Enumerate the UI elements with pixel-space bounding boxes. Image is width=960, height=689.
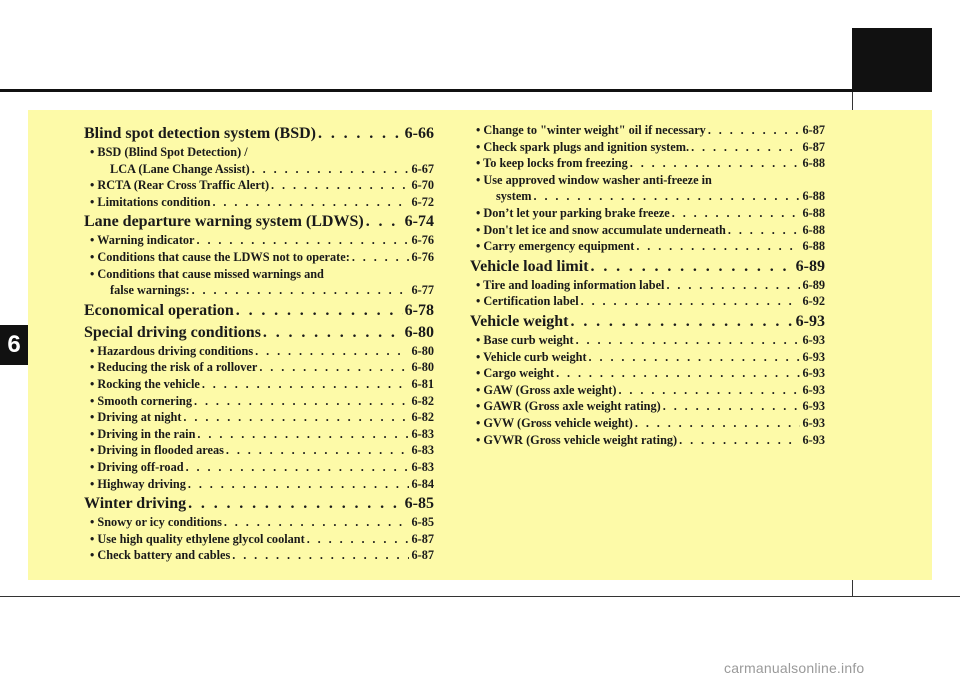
toc-entry-label: • Vehicle curb weight — [476, 349, 587, 364]
toc-page-number: 6-84 — [411, 476, 434, 491]
toc-item[interactable] — [84, 531, 434, 548]
toc-entry-label: • Driving off-road — [90, 459, 184, 474]
toc-left-column — [84, 122, 434, 564]
dot-leader — [263, 322, 403, 343]
toc-entry-label: • Carry emergency equipment — [476, 239, 635, 254]
dot-leader — [226, 442, 410, 459]
toc-page-number: 6-93 — [802, 415, 825, 430]
toc-page-number: 6-70 — [411, 178, 434, 193]
dot-leader — [197, 426, 409, 443]
toc-page-number: 6-76 — [411, 249, 434, 264]
toc-entry-label: • Cargo weight — [476, 366, 555, 381]
dot-leader — [307, 531, 410, 548]
dot-leader — [212, 194, 409, 211]
toc-item[interactable] — [470, 122, 825, 139]
dot-leader — [366, 211, 403, 232]
toc-item-line1: • Use approved window washer anti-freeze in — [476, 172, 712, 187]
toc-item[interactable] — [470, 415, 825, 432]
dot-leader — [635, 415, 801, 432]
toc-entry-label: • Check spark plugs and ignition system. — [476, 139, 690, 154]
toc-item[interactable] — [84, 476, 434, 493]
toc-entry-label: • Rocking the vehicle — [90, 376, 200, 391]
toc-item[interactable] — [84, 393, 434, 410]
toc-item[interactable] — [470, 293, 825, 310]
toc-page-number: 6-88 — [802, 239, 825, 254]
toc-entry-label: • Snowy or icy conditions — [90, 515, 222, 530]
toc-entry-label: • Reducing the risk of a rollover — [90, 360, 258, 375]
toc-entry-label: • To keep locks from freezing — [476, 156, 628, 171]
toc-page-number: 6-72 — [411, 194, 434, 209]
dot-leader — [636, 238, 800, 255]
toc-page-number: 6-93 — [795, 312, 825, 330]
toc-entry-label: Economical operation — [84, 301, 234, 319]
toc-page-number: 6-83 — [411, 426, 434, 441]
dot-leader — [630, 155, 801, 172]
dot-leader — [589, 349, 801, 366]
toc-entry-label: • Highway driving — [90, 476, 186, 491]
toc-page-number: 6-66 — [404, 125, 434, 142]
toc-heading[interactable] — [470, 311, 825, 332]
dot-leader — [194, 393, 409, 410]
toc-entry-label: • Driving at night — [90, 410, 182, 425]
toc-entry-label: • Certification label — [476, 294, 579, 309]
toc-entry-label: system — [496, 189, 532, 204]
chapter-number-badge: 6 — [0, 325, 28, 365]
toc-entry-label: • GAWR (Gross axle weight rating) — [476, 399, 661, 414]
dot-leader — [352, 249, 410, 266]
toc-heading[interactable] — [84, 300, 434, 321]
dot-leader — [188, 493, 403, 514]
watermark: carmanualsonline.info — [724, 660, 865, 676]
toc-heading[interactable] — [84, 211, 434, 232]
toc-heading[interactable] — [84, 322, 434, 343]
dot-leader — [571, 311, 794, 332]
toc-page-number: 6-88 — [802, 222, 825, 237]
toc-page-number: 6-87 — [802, 123, 825, 137]
toc-item[interactable] — [470, 398, 825, 415]
toc-page-number: 6-93 — [802, 399, 825, 414]
toc-entry-label: • Base curb weight — [476, 332, 574, 347]
toc-page-number: 6-93 — [802, 432, 825, 447]
toc-entry-label: Winter driving — [84, 495, 187, 513]
toc-item[interactable] — [84, 359, 434, 376]
toc-page-number: 6-85 — [404, 495, 434, 513]
dot-leader — [236, 300, 403, 321]
toc-page-number: 6-80 — [404, 323, 434, 341]
toc-entry-label: • Don’t let your parking brake freeze — [476, 205, 670, 220]
dot-leader — [581, 293, 801, 310]
dot-leader — [188, 476, 410, 493]
toc-item[interactable] — [84, 249, 434, 266]
toc-entry-label: Vehicle load limit — [470, 257, 589, 275]
toc-page-number: 6-77 — [411, 283, 434, 298]
toc-page-number: 6-93 — [802, 366, 825, 381]
toc-page-number: 6-78 — [404, 301, 434, 319]
toc-entry-label: • GVWR (Gross vehicle weight rating) — [476, 432, 678, 447]
toc-item[interactable] — [470, 382, 825, 399]
toc-item[interactable] — [84, 266, 434, 299]
toc-page-number: 6-82 — [411, 410, 434, 425]
toc-page-number: 6-93 — [802, 332, 825, 347]
toc-heading[interactable] — [84, 493, 434, 514]
toc-item[interactable] — [470, 332, 825, 349]
toc-entry-label: • Driving in flooded areas — [90, 443, 224, 458]
toc-page-number: 6-83 — [411, 459, 434, 474]
toc-entry-label: • RCTA (Rear Cross Traffic Alert) — [90, 178, 270, 193]
dot-leader — [556, 365, 800, 382]
toc-page-number: 6-83 — [411, 443, 434, 458]
toc-entry-label: • Hazardous driving conditions — [90, 343, 254, 358]
toc-entry-label: • Smooth cornering — [90, 393, 192, 408]
toc-item-line1: • BSD (Blind Spot Detection) / — [90, 145, 248, 159]
toc-page-number: 6-82 — [411, 393, 434, 408]
toc-page-number: 6-88 — [802, 205, 825, 220]
toc-entry-label: Blind spot detection system (BSD) — [84, 125, 317, 142]
toc-item[interactable] — [470, 205, 825, 222]
toc-right-column — [470, 122, 825, 448]
toc-item[interactable] — [84, 232, 434, 249]
toc-page-number: 6-87 — [411, 548, 434, 563]
dot-leader — [679, 432, 800, 449]
toc-item[interactable] — [84, 514, 434, 531]
toc-page-number: 6-67 — [411, 161, 434, 176]
toc-entry-label: • Driving in the rain — [90, 426, 196, 441]
toc-page-number: 6-93 — [802, 382, 825, 397]
toc-entry-label: LCA (Lane Change Assist) — [110, 161, 250, 176]
toc-item-line1: • Conditions that cause missed warnings and — [90, 266, 324, 281]
dot-leader — [663, 398, 801, 415]
dot-leader — [224, 514, 410, 531]
toc-entry-label: • Check battery and cables — [90, 548, 231, 563]
toc-page-number: 6-74 — [404, 213, 434, 231]
toc-entry-label: • GVW (Gross vehicle weight) — [476, 415, 633, 430]
toc-entry-label: Vehicle weight — [470, 312, 569, 330]
toc-item[interactable] — [470, 155, 825, 172]
toc-page-number: 6-89 — [795, 257, 825, 275]
toc-item[interactable] — [84, 343, 434, 360]
dot-leader — [192, 282, 410, 299]
toc-page-number: 6-85 — [411, 515, 434, 530]
dot-leader — [691, 139, 800, 156]
dot-leader — [591, 256, 794, 277]
top-rule — [0, 89, 852, 92]
toc-page-number: 6-87 — [802, 139, 825, 154]
toc-page-number: 6-80 — [411, 343, 434, 358]
toc-entry-label: • Conditions that cause the LDWS not to operate: — [90, 249, 350, 264]
dot-leader — [197, 232, 410, 249]
toc-page-number: 6-89 — [802, 277, 825, 292]
dot-leader — [271, 177, 409, 194]
toc-page-number: 6-88 — [802, 156, 825, 171]
toc-item[interactable] — [84, 409, 434, 426]
toc-page-number: 6-87 — [411, 531, 434, 546]
toc-entry-label: • Use high quality ethylene glycol coolant — [90, 531, 305, 546]
toc-item[interactable] — [470, 139, 825, 156]
dot-leader — [666, 277, 800, 294]
dot-leader — [255, 343, 409, 360]
toc-page-number: 6-80 — [411, 360, 434, 375]
toc-item[interactable] — [470, 172, 825, 205]
chapter-tab — [852, 28, 932, 92]
toc-entry-label: • GAW (Gross axle weight) — [476, 382, 617, 397]
toc-heading[interactable] — [84, 123, 434, 144]
toc-item[interactable] — [84, 442, 434, 459]
dot-leader — [186, 459, 410, 476]
toc-entry-label: Lane departure warning system (LDWS) — [84, 213, 364, 231]
toc-item[interactable] — [470, 238, 825, 255]
dot-leader — [259, 359, 409, 376]
toc-item[interactable] — [84, 376, 434, 393]
toc-entry-label: • Don't let ice and snow accumulate underneath — [476, 222, 726, 237]
toc-page-number: 6-92 — [802, 294, 825, 309]
dot-leader — [318, 123, 403, 144]
toc-entry-label: • Tire and loading information label — [476, 277, 665, 292]
toc-entry-label: • Change to "winter weight" oil if necessary — [476, 123, 706, 137]
toc-heading[interactable] — [470, 256, 825, 277]
dot-leader — [534, 188, 801, 205]
toc-item[interactable] — [84, 194, 434, 211]
dot-leader — [618, 382, 800, 399]
toc-item[interactable] — [470, 222, 825, 239]
dot-leader — [252, 161, 410, 178]
toc-entry-label: Special driving conditions — [84, 323, 261, 341]
toc-item[interactable] — [470, 277, 825, 294]
dot-leader — [576, 332, 801, 349]
dot-leader — [202, 376, 410, 393]
toc-item[interactable] — [470, 349, 825, 366]
toc-item[interactable] — [470, 365, 825, 382]
dot-leader — [672, 205, 801, 222]
toc-entry-label: • Warning indicator — [90, 233, 195, 248]
toc-item[interactable] — [84, 177, 434, 194]
toc-entry-label: • Limitations condition — [90, 194, 211, 209]
toc-item[interactable] — [84, 426, 434, 443]
toc-item[interactable] — [84, 459, 434, 476]
toc-entry-label: false warnings: — [110, 283, 190, 298]
dot-leader — [232, 547, 409, 564]
toc-item[interactable] — [470, 432, 825, 449]
toc-page-number: 6-76 — [411, 233, 434, 248]
dot-leader — [728, 222, 801, 239]
bottom-rule — [0, 596, 960, 597]
toc-item[interactable] — [84, 547, 434, 564]
toc-page-number: 6-88 — [802, 189, 825, 204]
toc-page-number: 6-93 — [802, 349, 825, 364]
dot-leader — [708, 122, 801, 139]
toc-item[interactable] — [84, 144, 434, 177]
toc-page-number: 6-81 — [411, 376, 434, 391]
dot-leader — [183, 409, 409, 426]
